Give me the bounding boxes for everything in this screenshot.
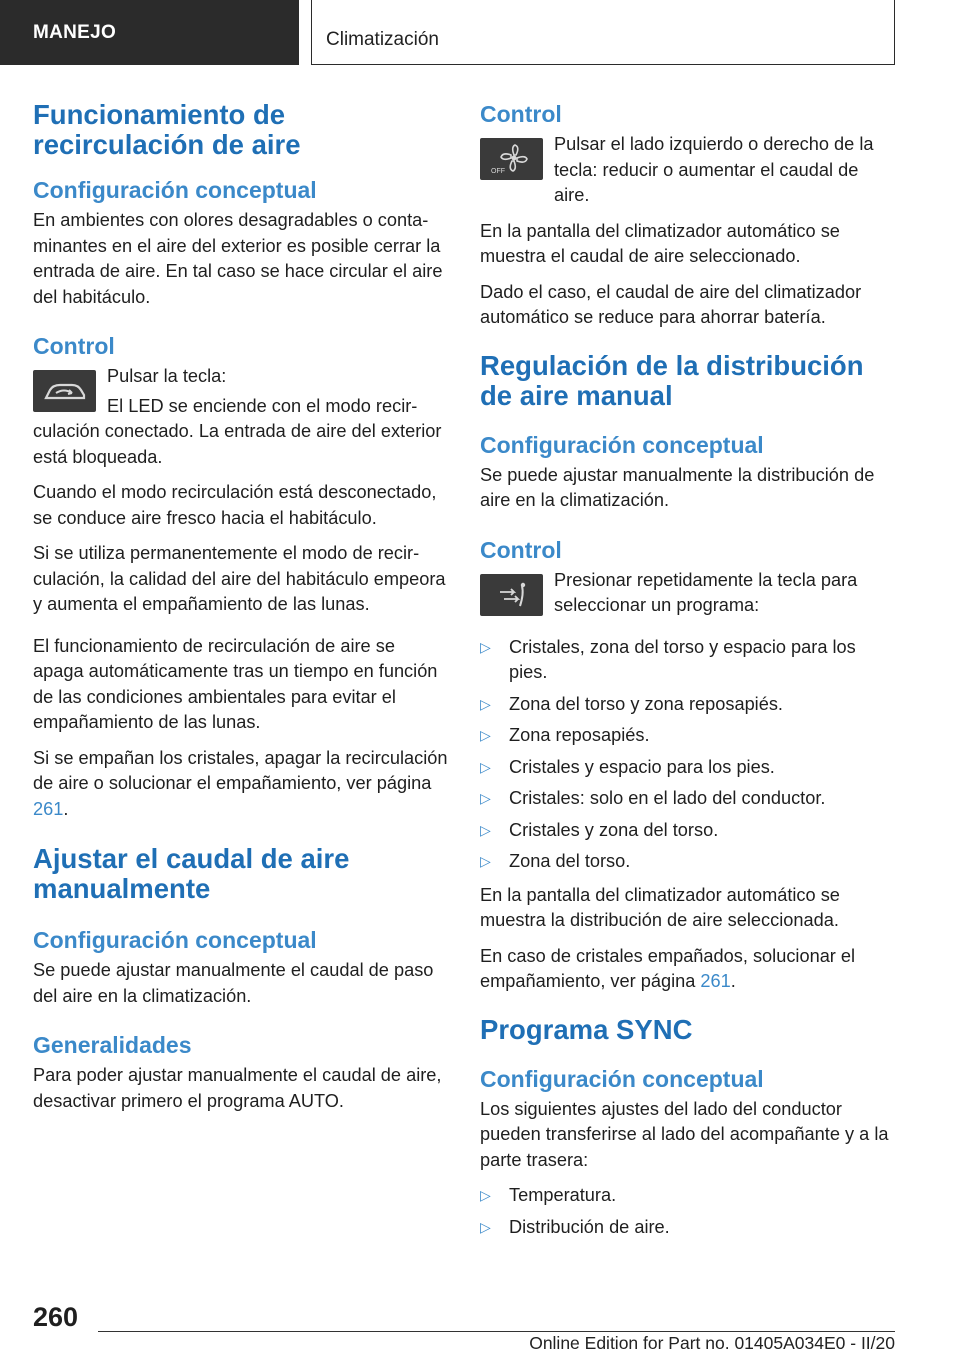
control-1-line-2: El LED se enciende con el modo recirculación conectado. La entrada de aire del exterior está bloqueada.: [33, 395, 442, 467]
triangle-bullet-icon: ▷: [480, 821, 491, 838]
text-concept-1: En ambientes con olores desagradables o contaminantes en el aire del exterior es posible cerrar la entrada de aire. En tal caso se hace circular el aire del habitáculo.: [33, 210, 443, 307]
left-column: [33, 100, 448, 1124]
list-item: ▷ Cristales, zona del torso y espacio para los pies.: [480, 636, 856, 682]
list-item: ▷ Distribución de aire.: [480, 1215, 895, 1241]
text-recirc-permanent: Si se utiliza permanentemente el modo de recirculación, la calidad del aire del habitáculo empeora y aumenta el empañamiento de las lunas.: [33, 543, 446, 614]
heading-control-2: Control: [480, 101, 562, 127]
sync-list: [480, 1183, 895, 1240]
heading-air-flow: Ajustar el caudal de aire manualmente: [33, 843, 350, 904]
list-item: ▷ Zona del torso y zona reposapiés.: [480, 692, 895, 718]
triangle-bullet-icon: ▷: [480, 758, 491, 775]
triangle-bullet-icon: ▷: [480, 853, 491, 869]
triangle-bullet-icon: ▷: [480, 1187, 491, 1203]
heading-control-1: Control: [33, 333, 115, 359]
text-recirc-off: Cuando el modo recirculación está desconectado, se conduce aire fresco hacia el habitáculo.: [33, 482, 437, 528]
text-dist-fog: [480, 944, 895, 995]
heading-concept-2: Configuración conceptual: [33, 927, 317, 953]
triangle-bullet-icon: ▷: [480, 695, 491, 712]
footer-edition: Online Edition for Part no. 01405A034E0 - II/20: [529, 1333, 895, 1353]
heading-general: Generalidades: [33, 1032, 192, 1058]
list-item: ▷ Cristales y espacio para los pies.: [480, 755, 895, 781]
list-item: ▷ Zona reposapiés.: [480, 723, 895, 749]
air-distribution-icon: [492, 580, 532, 610]
text-flow-display: En la pantalla del climatizador automático se muestra el caudal de aire seleccionado.: [480, 220, 840, 266]
page-link-261[interactable]: 261: [33, 798, 64, 819]
list-item: ▷ Cristales: solo en el lado del conductor.: [480, 786, 895, 812]
text-dist-display: En la pantalla del climatizador automático se muestra la distribución de aire seleccionada.: [480, 884, 840, 930]
list-item: ▷ Temperatura.: [480, 1183, 895, 1209]
fog-text-end: .: [63, 798, 69, 819]
text-general: Para poder ajustar manualmente el caudal de aire, desactivar primero el programa AUTO.: [33, 1065, 442, 1111]
triangle-bullet-icon: ▷: [480, 790, 491, 806]
triangle-bullet-icon: ▷: [480, 638, 491, 655]
footer-divider: [98, 1331, 895, 1332]
text-recirc-auto: El funcionamiento de recirculación de aire se apaga automáticamente tras un tiempo en función de las condiciones ambientales para evitar el empañamiento de las lunas.: [33, 635, 438, 732]
text-flow-battery: Dado el caso, el caudal de aire del climatizador automático se reduce para ahorrar batería.: [480, 281, 862, 327]
control-fan: [480, 132, 895, 219]
list-item: ▷ Zona del torso.: [480, 849, 895, 875]
page-link-261[interactable]: 261: [700, 971, 731, 991]
fan-icon: [487, 141, 537, 177]
heading-concept-1: Configuración conceptual: [33, 177, 317, 203]
control-3-text: Presionar repetidamente la tecla para seleccionar un programa:: [554, 569, 858, 615]
fan-off-label: OFF: [490, 168, 505, 175]
heading-sync: Programa SYNC: [480, 1013, 693, 1045]
text-recirc-fog: [33, 746, 448, 823]
text-concept-3: Se puede ajustar manualmente la distribución de aire en la climatización.: [480, 464, 875, 510]
recirculation-icon: [40, 378, 90, 404]
control-recirculation: [33, 364, 448, 480]
header-chapter: Climatización: [311, 0, 895, 65]
heading-control-3: Control: [480, 536, 562, 563]
right-column: [480, 100, 895, 1248]
triangle-bullet-icon: ▷: [480, 1218, 491, 1235]
heading-concept-4: Configuración conceptual: [480, 1065, 764, 1092]
header-section: MANEJO: [0, 0, 299, 65]
program-list: [480, 635, 895, 875]
heading-distribution: Regulación de la distribución de aire manual: [480, 349, 864, 411]
fog-text: Si se empañan los cristales, apagar la recirculación de aire o solucionar el empañamiento, ver página: [33, 747, 448, 793]
fog2-text: En caso de cristales empañados, solucionar el empañamiento, ver página: [480, 945, 856, 991]
distribution-button-icon: [480, 574, 543, 616]
control-2-text: Pulsar el lado izquierdo o derecho de la tecla: reducir o aumentar el caudal de aire.: [554, 134, 874, 205]
control-distribution: [480, 568, 895, 629]
fog2-text-end: .: [730, 971, 736, 991]
list-item: ▷ Cristales y zona del torso.: [480, 818, 895, 844]
page-number: 260: [33, 1302, 79, 1332]
heading-concept-3: Configuración conceptual: [480, 431, 764, 458]
recirculation-button-icon: [33, 370, 96, 412]
fan-button-icon: [480, 138, 543, 180]
triangle-bullet-icon: ▷: [480, 727, 491, 743]
heading-recirculation: Funcionamiento de recirculación de aire: [33, 99, 301, 160]
control-1-line-1: Pulsar la tecla:: [107, 366, 227, 386]
text-concept-2: Se puede ajustar manualmente el caudal de paso del aire en la climatización.: [33, 960, 434, 1006]
text-sync: Los siguientes ajustes del lado del conductor pueden transferirse al lado del acompañante y a la parte trasera:: [480, 1098, 889, 1170]
